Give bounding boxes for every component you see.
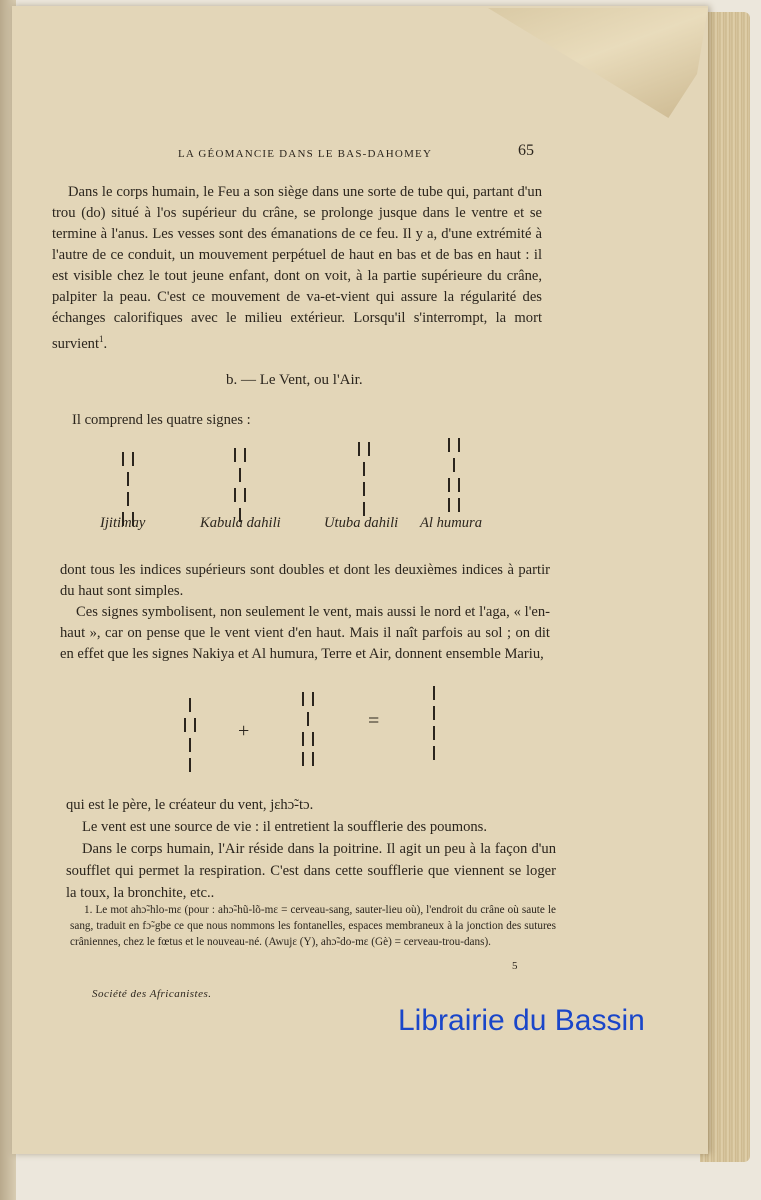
footnote-ref: 1 <box>99 334 104 344</box>
sign-stroke-single <box>363 462 365 476</box>
sign-stroke-double <box>302 732 304 746</box>
sign-label-kabula-dahili: Kabula dahili <box>200 515 281 531</box>
sign-stroke-double <box>302 752 304 766</box>
sign-stroke-double <box>448 498 450 512</box>
sign-stroke-double <box>358 442 360 456</box>
footnote-text: 1. Le mot ahɔ̃-hlo-mɛ (pour : ahɔ̃-hũ-lõ-mɛ = cerveau-sang, sauter-lieu où), l'endroit du crâne où saute le sang, traduit en fɔ̃-gbe ce que nous nommons les fontanelles, espaces membraneux à la jonction des sutures crâniennes, chez le fœtus et le nouveau-né. (Awujɛ (Y), ahɔ̃-do-mɛ (Gè) = cerveau-trou-dans). <box>70 904 556 948</box>
sign-stroke-double <box>194 718 196 732</box>
sign-stroke-single <box>127 492 129 506</box>
sign-stroke-double <box>448 478 450 492</box>
sign-stroke-double <box>312 692 314 706</box>
sign-stroke-double <box>458 478 460 492</box>
plus-sign: + <box>238 720 250 742</box>
sign-stroke-single <box>239 468 241 482</box>
section-heading: b. — Le Vent, ou l'Air. <box>226 372 363 388</box>
sign-stroke-double <box>122 452 124 466</box>
sign-stroke-single <box>453 458 455 472</box>
sign-stroke-single <box>363 502 365 516</box>
paragraph-2: dont tous les indices supérieurs sont doubles et dont les deuxièmes indices à partir du haut sont simples. <box>60 562 550 599</box>
sign-stroke-single <box>189 738 191 752</box>
paragraph-vent <box>66 794 556 904</box>
paragraph-3: Ces signes symbolisent, non seulement le vent, mais aussi le nord et l'aga, « l'en-haut », car on pense que le vent vient d'en haut. Mais il naît parfois au sol ; on dit en effet que les signes Nakiya et Al humura, Terre et Air, donnent ensemble Mariu, <box>60 604 550 662</box>
sign-stroke-double <box>458 438 460 452</box>
sign-stroke-single <box>307 712 309 726</box>
sign-stroke-double <box>184 718 186 732</box>
running-head: LA GÉOMANCIE DANS LE BAS-DAHOMEY <box>178 148 433 160</box>
sign-stroke-double <box>234 488 236 502</box>
paragraph-6: Dans le corps humain, l'Air réside dans la poitrine. Il agit un peu à la façon d'un soufflet qui permet la respiration. C'est dans cette soufflerie que viennent se loger la toux, la bronchite, etc.. <box>66 841 556 901</box>
paragraph-1-text: Dans le corps humain, le Feu a son siège dans une sorte de tube qui, partant d'un trou (do) situé à l'os supérieur du crâne, se prolonge jusque dans le ventre et se termine à l'anus. Les vesses sont des émanations de ce feu. Il y a, d'une extrémité à l'autre de ce conduit, un mouvement perpétuel de haut en bas et de bas en haut : il est visible chez le tout jeune enfant, dont on voit, à la partie supérieure du crâne, palpiter la peau. C'est ce mouvement de va-et-vient qui assure la régularité des échanges calorifiques avec le milieu extérieur. Lorsqu'il s'interrompt, la mort survient <box>52 184 542 352</box>
footnote <box>70 902 556 950</box>
sign-stroke-double <box>234 448 236 462</box>
intro-line: Il comprend les quatre signes : <box>72 412 251 428</box>
watermark: Librairie du Bassin <box>398 1004 645 1037</box>
sign-label-ijitimay: Ijitimay <box>100 515 146 531</box>
sign-stroke-double <box>368 442 370 456</box>
sign-stroke-single <box>189 758 191 772</box>
sign-stroke-single <box>433 746 435 760</box>
paragraph-5: Le vent est une source de vie : il entretient la soufflerie des poumons. <box>82 819 487 835</box>
footer-society: Société des Africanistes. <box>92 988 212 1000</box>
sign-stroke-double <box>244 488 246 502</box>
sign-stroke-double <box>244 448 246 462</box>
sign-stroke-single <box>363 482 365 496</box>
paragraph-signes <box>60 560 550 665</box>
equals-sign: = <box>368 710 380 732</box>
sign-stroke-single <box>433 726 435 740</box>
sign-stroke-single <box>189 698 191 712</box>
sign-label-utuba-dahili: Utuba dahili <box>324 515 399 531</box>
sign-stroke-double <box>312 732 314 746</box>
sign-stroke-double <box>132 452 134 466</box>
paragraph-4: qui est le père, le créateur du vent, jɛhɔ̃-tɔ. <box>66 797 314 813</box>
sign-stroke-single <box>127 472 129 486</box>
sign-stroke-double <box>458 498 460 512</box>
sign-stroke-single <box>433 686 435 700</box>
page-number: 65 <box>518 142 534 159</box>
sign-stroke-double <box>312 752 314 766</box>
signature-mark: 5 <box>512 960 518 972</box>
paragraph-feu: Dans le corps humain, le Feu a son siège dans une sorte de tube qui, partant d'un trou (do) situé à l'os supérieur du crâne, se prolonge jusque dans le ventre et se termine à l'anus. Les vesses sont des émanations de ce feu. Il y a, d'une extrémité à l'autre de ce conduit, un mouvement perpétuel de haut en bas et de bas en haut : il est visible chez le tout jeune enfant, dont on voit, à la partie supérieure du crâne, palpiter la peau. C'est ce mouvement de va-et-vient qui assure la régularité des échanges calorifiques avec le milieu extérieur. Lorsqu'il s'interrompt, la mort survient$^1$. <box>52 184 542 352</box>
sign-label-al-humura: Al humura <box>420 515 483 531</box>
sign-stroke-double <box>448 438 450 452</box>
sign-stroke-double <box>302 692 304 706</box>
sign-stroke-single <box>433 706 435 720</box>
